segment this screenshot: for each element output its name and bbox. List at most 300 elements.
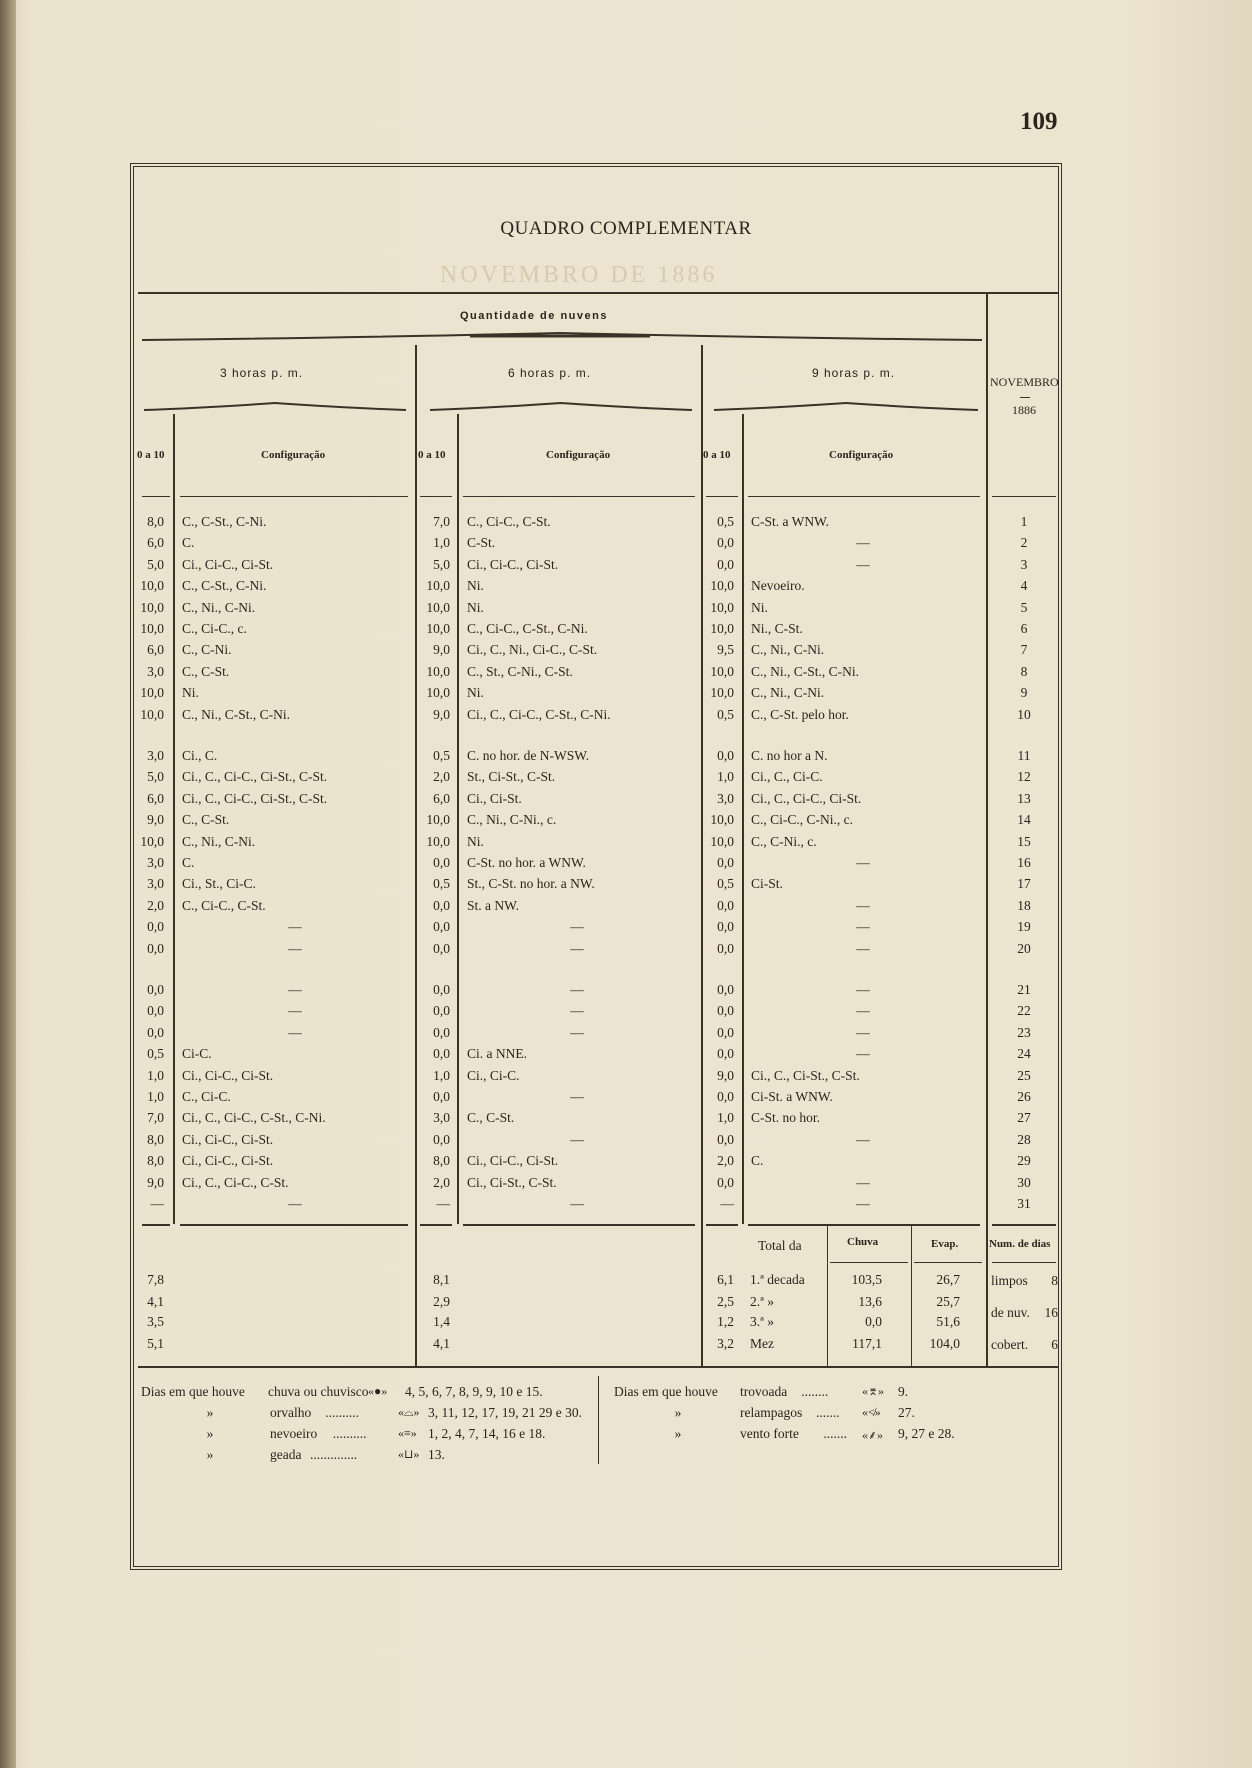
cloud-config-6h: St., C-St. no hor. a NW. <box>467 876 595 892</box>
cloud-config-3h: C., C-St., C-Ni. <box>182 514 267 529</box>
cloud-config-9h: Ci-St. a WNW. <box>751 1089 833 1104</box>
month-dash <box>1020 397 1030 398</box>
cloud-config-3h: C. <box>182 535 195 551</box>
cloud-config-6h: Ci., Ci-C. <box>467 1067 520 1083</box>
cloud-amount-6h: 10,0 <box>426 812 450 828</box>
day-number: 16 <box>1017 855 1031 870</box>
config-header-9h: Configuração <box>829 449 894 461</box>
day-number: 22 <box>1017 1003 1031 1019</box>
note-ditto: » <box>206 1447 214 1462</box>
cloud-amount-9h: 0,0 <box>717 1089 734 1104</box>
day-number: 28 <box>1017 1131 1031 1147</box>
cloud-amount-3h: 7,0 <box>147 1110 164 1126</box>
cloud-config-6h: Ci., C., Ci-C., C-St., C-Ni. <box>467 706 611 722</box>
cloud-amount-6h: 0,0 <box>433 1131 450 1147</box>
cloud-amount-6h: 0,0 <box>433 1046 450 1062</box>
cloud-amount-3h: 10,0 <box>140 621 164 636</box>
summary-top-rule-a <box>142 1224 170 1226</box>
cloud-amount-9h: 0,0 <box>717 897 734 913</box>
day-number: 4 <box>1020 578 1028 594</box>
day-number: 17 <box>1017 876 1031 892</box>
cloud-config-6h: Ci., C., Ni., Ci-C., C-St. <box>467 642 598 658</box>
day-number: 14 <box>1017 812 1031 828</box>
rain-total: 0,0 <box>865 1314 882 1329</box>
days-count: 6 <box>1051 1337 1058 1352</box>
day-number: 8 <box>1020 663 1028 679</box>
cloud-config-3h: — <box>288 982 302 997</box>
cloud-config-9h: — <box>856 535 870 551</box>
cloud-config-6h: — <box>570 1024 584 1040</box>
cloud-amount-3h: 10,0 <box>140 578 164 594</box>
cloud-config-9h: C., C-Ni., c. <box>751 833 817 849</box>
cloud-config-9h: — <box>856 1003 870 1019</box>
summary-sub-rule-a <box>830 1262 908 1263</box>
cloud-amount-6h: — <box>436 1196 450 1211</box>
note-days: 1, 2, 4, 7, 14, 16 e 18. <box>428 1426 546 1441</box>
cloud-amount-6h: 10,0 <box>426 663 450 679</box>
note-symbol-icon: «●» <box>368 1384 388 1398</box>
mean-6h: 1,4 <box>433 1314 450 1329</box>
cloud-amount-3h: 10,0 <box>140 833 164 849</box>
cloud-config-9h: — <box>856 1174 870 1190</box>
cloud-config-6h: Ci., Ci-C., Ci-St. <box>467 556 559 572</box>
summary-sub-rule-c <box>992 1262 1056 1263</box>
day-number: 1 <box>1020 514 1028 529</box>
cloud-config-9h: C-St. no hor. <box>751 1110 821 1126</box>
cloud-config-6h: C-St. <box>467 535 496 551</box>
cloud-amount-3h: 8,0 <box>147 514 164 529</box>
cloud-config-9h: C., Ni., C-Ni. <box>751 685 825 701</box>
cloud-amount-9h: 0,0 <box>717 1003 734 1019</box>
cloud-amount-6h: 0,0 <box>433 1003 450 1019</box>
mean-9h: 2,5 <box>717 1294 734 1309</box>
cloud-config-6h: C., C-St. <box>467 1110 515 1126</box>
cloud-amount-6h: 2,0 <box>433 769 450 785</box>
note-dots: ........ <box>801 1384 829 1399</box>
note-dots: ....... <box>816 1405 840 1420</box>
note-days: 13. <box>428 1447 445 1462</box>
cloud-amount-6h: 0,5 <box>433 748 450 763</box>
cloud-config-3h: Ci., C., Ci-C., Ci-St., C-St. <box>182 790 328 806</box>
cloud-config-9h: — <box>856 1046 870 1062</box>
notes-divider <box>598 1376 599 1464</box>
cloud-config-3h: Ci., Ci-C., Ci-St. <box>182 1067 274 1083</box>
cloud-config-6h: — <box>570 1196 584 1211</box>
cloud-amount-9h: 2,0 <box>717 1153 734 1169</box>
cloud-config-9h: C., Ni., C-Ni. <box>751 642 825 658</box>
cloud-amount-6h: 2,0 <box>433 1174 450 1190</box>
cloud-config-6h: St. a NW. <box>467 897 520 913</box>
cloud-config-3h: Ci., C., Ci-C., C-St. <box>182 1174 289 1190</box>
cloud-config-3h: C., C-St. <box>182 663 230 679</box>
cloud-amount-6h: 0,0 <box>433 855 450 870</box>
cloud-config-3h: Ci., C., Ci-C., Ci-St., C-St. <box>182 769 328 785</box>
cloud-amount-9h: 0,0 <box>717 535 734 551</box>
note-dots: .............. <box>310 1447 358 1462</box>
cloud-config-9h: Ni. <box>751 599 768 615</box>
cloud-config-3h: — <box>288 919 302 935</box>
header-bottom-rule-3h <box>180 496 408 497</box>
cloud-amount-3h: 1,0 <box>147 1089 164 1104</box>
cloud-amount-6h: 0,0 <box>433 897 450 913</box>
cloud-amount-3h: 3,0 <box>147 855 164 870</box>
day-number: 3 <box>1020 556 1028 572</box>
cloud-config-3h: C., Ni., C-St., C-Ni. <box>182 706 291 722</box>
cloud-amount-6h: 1,0 <box>433 1067 450 1083</box>
cloud-config-9h: Ci., C., Ci-C., Ci-St. <box>751 790 862 806</box>
summary-top-rule-d <box>463 1224 695 1226</box>
day-number: 30 <box>1017 1174 1031 1190</box>
note-label: nevoeiro <box>270 1426 318 1441</box>
days-count: 16 <box>1044 1305 1058 1320</box>
evap-total: 26,7 <box>936 1272 960 1287</box>
cloud-amount-6h: 8,0 <box>433 1153 450 1169</box>
subcol-divider-6h <box>457 414 459 1224</box>
cloud-amount-3h: 8,0 <box>147 1153 164 1169</box>
bleed-through-title: NOVEMBRO DE 1886 <box>440 262 718 288</box>
cloud-config-6h: Ci., Ci-C., Ci-St. <box>467 1153 559 1169</box>
day-number: 2 <box>1020 535 1028 551</box>
cloud-amount-6h: 5,0 <box>433 556 450 572</box>
page-title: QUADRO COMPLEMENTAR <box>500 218 752 239</box>
cloud-amount-9h: 0,0 <box>717 1024 734 1040</box>
cloud-amount-6h: 6,0 <box>433 790 450 806</box>
cloud-amount-3h: 10,0 <box>140 706 164 722</box>
subcol-divider-9h <box>742 414 744 1224</box>
header-bottom-rule-left <box>142 496 170 497</box>
period-label: 2.ª » <box>750 1294 774 1309</box>
cloud-amount-6h: 1,0 <box>433 535 450 551</box>
mean-9h: 3,2 <box>717 1336 734 1351</box>
evap-label: Evap. <box>931 1238 959 1250</box>
brace-9h <box>712 402 980 412</box>
note-symbol-icon: «⌆» <box>862 1384 885 1398</box>
cloud-config-3h: Ci., C., Ci-C., C-St., C-Ni. <box>182 1110 326 1126</box>
cloud-amount-3h: 2,0 <box>147 897 164 913</box>
header-bottom-rule-9hc <box>748 496 980 497</box>
cloud-amount-9h: 9,0 <box>717 1067 734 1083</box>
cloud-amount-3h: 3,0 <box>147 748 164 763</box>
cloud-amount-3h: 3,0 <box>147 663 164 679</box>
cloud-config-3h: Ci., Ci-C., Ci-St. <box>182 1131 274 1147</box>
mean-9h: 6,1 <box>717 1272 734 1287</box>
cloud-amount-9h: 0,0 <box>717 919 734 935</box>
rain-total: 103,5 <box>851 1272 882 1287</box>
note-days: 3, 11, 12, 17, 19, 21 29 e 30. <box>428 1405 582 1420</box>
cloud-amount-6h: 0,0 <box>433 1089 450 1104</box>
summary-top-rule-e <box>706 1224 738 1226</box>
cloud-amount-3h: 5,0 <box>147 556 164 572</box>
summary-divider-b <box>911 1226 912 1366</box>
brace-3h <box>142 402 408 412</box>
cloud-amount-6h: 10,0 <box>426 685 450 701</box>
cloud-amount-9h: 0,5 <box>717 706 734 722</box>
cloud-amount-3h: — <box>150 1196 164 1211</box>
day-number: 13 <box>1017 790 1031 806</box>
day-number: 29 <box>1017 1153 1031 1169</box>
day-number: 23 <box>1017 1024 1031 1040</box>
cloud-config-6h: Ni. <box>467 833 484 849</box>
cloud-amount-3h: 0,5 <box>147 1046 164 1062</box>
cloud-amount-9h: 10,0 <box>710 621 734 636</box>
evap-total: 104,0 <box>929 1336 960 1351</box>
cloud-amount-6h: 10,0 <box>426 599 450 615</box>
cloud-config-9h: Ni., C-St. <box>751 621 803 636</box>
cloud-amount-3h: 6,0 <box>147 642 164 658</box>
notes-top-rule <box>138 1366 1058 1368</box>
mean-3h: 7,8 <box>147 1272 164 1287</box>
evap-total: 25,7 <box>936 1294 960 1309</box>
cloud-amount-9h: 0,0 <box>717 1131 734 1147</box>
cloud-config-9h: C., Ni., C-St., C-Ni. <box>751 663 860 679</box>
cloud-amount-9h: 3,0 <box>717 790 734 806</box>
cloud-amount-3h: 6,0 <box>147 535 164 551</box>
header-6h: 6 horas p. m. <box>508 366 592 380</box>
cloud-config-6h: Ci., Ci-St., C-St. <box>467 1174 557 1190</box>
cloud-config-9h: C., C-St. pelo hor. <box>751 706 849 722</box>
header-bottom-rule-9h <box>706 496 738 497</box>
mean-3h: 3,5 <box>147 1314 164 1329</box>
period-label: 1.ª decada <box>750 1272 805 1287</box>
cloud-amount-9h: 10,0 <box>710 685 734 701</box>
cloud-amount-6h: 0,0 <box>433 919 450 935</box>
cloud-config-6h: C. no hor. de N-WSW. <box>467 748 590 763</box>
day-number: 19 <box>1017 919 1031 935</box>
day-number: 26 <box>1017 1089 1031 1104</box>
subcol-divider-3h <box>173 414 175 1224</box>
cloud-amount-3h: 9,0 <box>147 812 164 828</box>
note-symbol-icon: «⸙» <box>862 1428 884 1442</box>
cloud-amount-9h: 10,0 <box>710 599 734 615</box>
total-label: Total da <box>758 1238 802 1253</box>
cloud-amount-6h: 7,0 <box>433 514 450 529</box>
day-number: 9 <box>1020 685 1028 701</box>
cloud-config-3h: Ci., C. <box>182 748 218 763</box>
header-3h: 3 horas p. m. <box>220 366 304 380</box>
cloud-config-6h: C., St., C-Ni., C-St. <box>467 663 573 679</box>
cloud-config-3h: C., C-St. <box>182 812 230 828</box>
cloud-config-6h: Ni. <box>467 599 484 615</box>
mean-6h: 2,9 <box>433 1294 450 1309</box>
cloud-config-3h: Ci., St., Ci-C. <box>182 876 256 892</box>
cloud-config-9h: C. no hor a N. <box>751 748 828 763</box>
period-label: 3.ª » <box>750 1314 774 1329</box>
cloud-config-9h: Ci., C., Ci-St., C-St. <box>751 1067 860 1083</box>
note-ditto: » <box>674 1426 682 1441</box>
cloud-amount-6h: 0,5 <box>433 876 450 892</box>
note-days: 9, 27 e 28. <box>898 1426 955 1441</box>
note-dots: .......... <box>332 1426 367 1441</box>
book-spine-shadow <box>0 0 16 1768</box>
cloud-amount-9h: 0,0 <box>717 940 734 956</box>
note-symbol-icon: «⊔» <box>398 1447 420 1461</box>
note-symbol-icon: «≮» <box>862 1405 881 1419</box>
cloud-config-3h: — <box>288 1003 302 1019</box>
rain-label: Chuva <box>847 1236 879 1248</box>
header-year: 1886 <box>1012 403 1036 417</box>
cloud-config-6h: Ci., Ci-St. <box>467 790 522 806</box>
scale-header-9h: 0 a 10 <box>703 449 731 461</box>
note-prefix: Dias em que houve <box>141 1384 245 1399</box>
note-label: trovoada <box>740 1384 788 1399</box>
cloud-config-9h: — <box>856 940 870 956</box>
cloud-amount-9h: 10,0 <box>710 578 734 594</box>
cloud-config-3h: C., C-Ni. <box>182 642 232 658</box>
day-number: 21 <box>1017 982 1031 997</box>
cloud-config-3h: Ci., Ci-C., Ci-St. <box>182 556 274 572</box>
cloud-config-9h: — <box>856 1131 870 1147</box>
cloud-quantity-header: Quantidade de nuvens <box>460 310 608 322</box>
cloud-config-9h: C-St. a WNW. <box>751 514 830 529</box>
cloud-amount-9h: 9,5 <box>717 642 734 658</box>
group-brace <box>140 332 984 342</box>
day-number: 10 <box>1017 706 1031 722</box>
summary-top-rule-b <box>180 1224 408 1226</box>
cloud-config-3h: C., Ci-C., C-St. <box>182 897 266 913</box>
cloud-amount-3h: 10,0 <box>140 685 164 701</box>
day-number: 12 <box>1017 769 1031 785</box>
note-label: relampagos <box>740 1405 803 1420</box>
cloud-config-6h: — <box>570 1003 584 1019</box>
cloud-amount-6h: 0,0 <box>433 940 450 956</box>
cloud-config-3h: — <box>288 1024 302 1040</box>
scale-header-3h: 0 a 10 <box>137 449 165 461</box>
cloud-config-3h: Ci-C. <box>182 1046 212 1062</box>
cloud-amount-3h: 6,0 <box>147 790 164 806</box>
note-dots: .......... <box>325 1405 359 1420</box>
note-label: chuva ou chuvisco <box>268 1384 369 1399</box>
note-days: 9. <box>898 1384 909 1399</box>
cloud-amount-3h: 10,0 <box>140 599 164 615</box>
cloud-config-3h: — <box>288 1196 302 1211</box>
cloud-config-6h: C., Ni., C-Ni., c. <box>467 812 557 828</box>
cloud-amount-3h: 9,0 <box>147 1174 164 1190</box>
cloud-config-6h: — <box>570 919 584 935</box>
note-ditto: » <box>674 1405 682 1420</box>
month-column-divider <box>986 294 988 1366</box>
cloud-amount-9h: — <box>720 1196 734 1211</box>
cloud-amount-9h: 1,0 <box>717 769 734 785</box>
cloud-amount-9h: 0,0 <box>717 1174 734 1190</box>
cloud-config-6h: — <box>570 940 584 956</box>
note-label: geada <box>270 1447 302 1462</box>
note-prefix: Dias em que houve <box>614 1384 718 1399</box>
cloud-amount-9h: 0,0 <box>717 748 734 763</box>
note-days: 4, 5, 6, 7, 8, 9, 9, 10 e 15. <box>405 1384 543 1399</box>
day-number: 20 <box>1017 940 1031 956</box>
cloud-amount-6h: 9,0 <box>433 642 450 658</box>
cloud-config-9h: — <box>856 855 870 870</box>
days-category: de nuv. <box>991 1305 1030 1320</box>
cloud-config-9h: C., Ci-C., C-Ni., c. <box>751 812 854 828</box>
cloud-config-6h: Ci. a NNE. <box>467 1046 527 1062</box>
cloud-amount-3h: 3,0 <box>147 876 164 892</box>
cloud-config-6h: St., Ci-St., C-St. <box>467 769 556 785</box>
cloud-config-3h: C., Ni., C-Ni. <box>182 833 256 849</box>
cloud-amount-3h: 0,0 <box>147 919 164 935</box>
header-9h: 9 horas p. m. <box>812 366 896 380</box>
note-ditto: » <box>206 1405 214 1420</box>
day-number: 18 <box>1017 897 1031 913</box>
cloud-config-3h: C., Ni., C-Ni. <box>182 599 256 615</box>
header-bottom-rule-6h <box>420 496 452 497</box>
summary-top-rule-f <box>748 1224 980 1226</box>
cloud-amount-3h: 5,0 <box>147 769 164 785</box>
mean-9h: 1,2 <box>717 1314 734 1329</box>
cloud-amount-3h: 0,0 <box>147 1003 164 1019</box>
day-number: 6 <box>1020 621 1028 636</box>
cloud-amount-9h: 0,0 <box>717 1046 734 1062</box>
cloud-amount-9h: 0,5 <box>717 876 734 892</box>
cloud-amount-9h: 0,0 <box>717 855 734 870</box>
day-number: 11 <box>1017 748 1031 763</box>
note-symbol-icon: «≡» <box>398 1426 417 1440</box>
summary-top-rule-c <box>420 1224 452 1226</box>
cloud-config-6h: — <box>570 982 584 997</box>
note-label: orvalho <box>270 1405 312 1420</box>
day-number: 7 <box>1020 642 1028 658</box>
cloud-amount-9h: 10,0 <box>710 833 734 849</box>
cloud-config-9h: C. <box>751 1153 764 1169</box>
cloud-config-3h: C., C-St., C-Ni. <box>182 578 267 594</box>
day-number: 24 <box>1017 1046 1031 1062</box>
header-bottom-rule-6hc <box>463 496 695 497</box>
cloud-config-9h: Nevoeiro. <box>751 578 805 594</box>
day-number: 27 <box>1017 1110 1031 1126</box>
cloud-config-3h: Ni. <box>182 685 199 701</box>
cloud-config-6h: C-St. no hor. a WNW. <box>467 855 586 870</box>
mean-3h: 4,1 <box>147 1294 164 1309</box>
days-category: limpos <box>991 1273 1028 1288</box>
cloud-config-9h: — <box>856 556 870 572</box>
note-dots: ....... <box>823 1426 848 1441</box>
cloud-amount-3h: 1,0 <box>147 1067 164 1083</box>
note-symbol-icon: «⌓» <box>398 1405 420 1419</box>
cloud-config-6h: Ni. <box>467 578 484 594</box>
cloud-config-6h: — <box>570 1131 584 1147</box>
cloud-amount-3h: 0,0 <box>147 940 164 956</box>
cloud-amount-6h: 10,0 <box>426 578 450 594</box>
mean-6h: 8,1 <box>433 1272 450 1287</box>
day-number: 25 <box>1017 1067 1031 1083</box>
days-category: cobert. <box>991 1337 1029 1352</box>
cloud-config-3h: C., Ci-C. <box>182 1089 231 1104</box>
cloud-amount-3h: 0,0 <box>147 1024 164 1040</box>
summary-sub-rule-b <box>914 1262 982 1263</box>
rain-total: 13,6 <box>858 1294 882 1309</box>
cloud-amount-9h: 0,0 <box>717 982 734 997</box>
cloud-config-9h: — <box>856 1196 870 1211</box>
cloud-config-6h: C., Ci-C., C-St., C-Ni. <box>467 621 588 636</box>
cloud-amount-9h: 10,0 <box>710 812 734 828</box>
note-ditto: » <box>206 1426 214 1441</box>
cloud-config-9h: — <box>856 1024 870 1040</box>
note-days: 27. <box>898 1405 915 1420</box>
cloud-config-6h: Ni. <box>467 685 484 701</box>
cloud-amount-9h: 0,5 <box>717 514 734 529</box>
cloud-amount-6h: 9,0 <box>433 706 450 722</box>
cloud-amount-6h: 10,0 <box>426 621 450 636</box>
mean-6h: 4,1 <box>433 1336 450 1351</box>
cloud-config-9h: Ci-St. <box>751 876 783 892</box>
day-number: 15 <box>1017 833 1031 849</box>
cloud-config-9h: — <box>856 919 870 935</box>
cloud-config-6h: — <box>570 1089 584 1104</box>
cloud-amount-9h: 1,0 <box>717 1110 734 1126</box>
cloud-config-9h: — <box>856 982 870 997</box>
cloud-amount-3h: 0,0 <box>147 982 164 997</box>
cloud-amount-3h: 8,0 <box>147 1131 164 1147</box>
